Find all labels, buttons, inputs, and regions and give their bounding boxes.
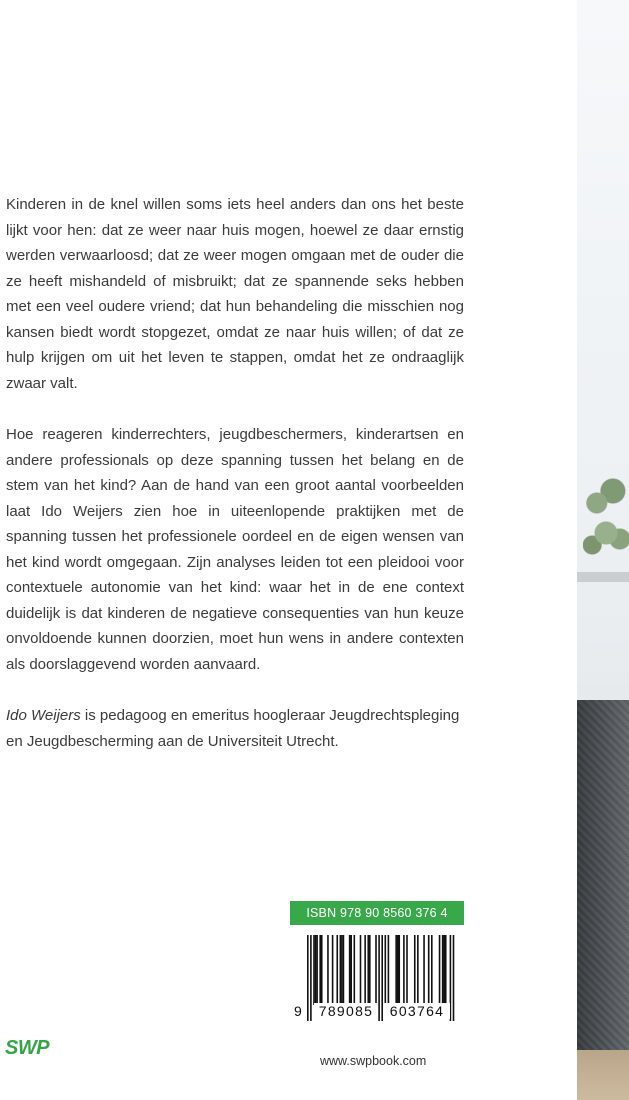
barcode-bar — [423, 935, 425, 1005]
author-bio-paragraph — [6, 703, 464, 754]
barcode-bar — [336, 935, 338, 1005]
barcode-bar — [403, 935, 405, 1005]
barcode-bar — [442, 935, 444, 1005]
barcode-bar — [354, 935, 356, 1005]
barcode-bar — [398, 935, 400, 1005]
barcode-bar — [375, 935, 377, 1005]
photo-plant — [583, 455, 629, 575]
barcode-bar — [369, 935, 371, 1005]
barcode-bar — [316, 935, 318, 1005]
barcode-bar — [313, 935, 315, 1005]
barcode-bar — [439, 935, 441, 1005]
photo-sofa-shade — [577, 700, 629, 1100]
blurb-text — [6, 192, 464, 754]
barcode-bar — [343, 935, 345, 1005]
barcode-bar — [417, 935, 419, 1005]
barcode-bar — [315, 935, 317, 1005]
barcode-bar — [360, 935, 362, 1005]
author-bio: is pedagoog en emeritus hoogleraar Jeugdrechtspleging en Jeugdbescherming aan de Universiteit Utrecht. — [6, 707, 460, 750]
barcode-bar — [395, 935, 397, 1005]
photo-floor — [577, 1050, 629, 1100]
barcode-bar — [414, 935, 416, 1005]
barcode-digits — [292, 1003, 462, 1023]
barcode-bar — [397, 935, 399, 1005]
photo-wall — [577, 0, 629, 380]
blurb-paragraph-2: Hoe reageren kinderrechters, jeugdbeschermers, kinderartsen en andere professionals op deze spanning tussen het belang en de stem van het kind? Aan de hand van een groot aantal voorbeelden laat Ido Weijers zien hoe in uiteenlopende praktijken met de spanning tussen het professionele oordeel en de eigen wensen van het kind wordt omgegaan. Zijn analyses leiden tot een pleidooi voor contextuele autonomie van het kind: waar het in de ene context duidelijk is dat kinderen de negatieve consequenties van hun keuze onvoldoende kunnen doorzien, moet hun wens in andere contexten als doorslaggevend worden aanvaard. — [6, 426, 464, 673]
publisher-logo: SWP — [5, 1037, 50, 1059]
barcode-bar — [350, 935, 352, 1005]
publisher-website: www.swpbook.com — [320, 1054, 427, 1068]
barcode-bar — [385, 935, 387, 1005]
barcode-bar — [367, 935, 369, 1005]
barcode-bar — [341, 935, 343, 1005]
barcode-bar — [443, 935, 445, 1005]
barcode-bar — [321, 935, 323, 1005]
barcode-first-digit: 9 — [294, 1003, 302, 1019]
barcode-bar — [340, 935, 342, 1005]
barcode-right-group: 603764 — [384, 1003, 450, 1019]
barcode-bar — [388, 935, 390, 1005]
barcode-bar — [332, 935, 334, 1005]
barcode-bar — [428, 935, 430, 1005]
barcode-bar — [349, 935, 351, 1005]
author-name: Ido Weijers — [6, 707, 81, 724]
cover-photo-strip — [577, 0, 629, 1100]
barcode-bar — [327, 935, 329, 1005]
barcode-bar — [319, 935, 321, 1005]
photo-shelf — [577, 572, 629, 582]
isbn-label: ISBN 978 90 8560 376 4 — [290, 901, 464, 925]
blurb-paragraph-1: Kinderen in de knel willen soms iets heel anders dan ons het beste lijkt voor hen: dat ze weer naar huis mogen, hoewel ze daar ernstig werden verwaarloosd; dat ze weer mogen omgaan met de ouder die ze heeft mishandeld of misbruikt; dat ze spannende seks hebben met een veel oudere vriend; dat hun behandeling die misschien nog kansen biedt wordt stopgezet, omdat ze naar huis willen; of dat ze hulp krijgen om uit het leven te stappen, omdat het ze ondraaglijk zwaar valt. — [6, 196, 464, 392]
barcode-bar — [431, 935, 433, 1005]
barcode-bar — [445, 935, 447, 1005]
barcode-left-group: 789085 — [314, 1003, 378, 1019]
barcode-bar — [364, 935, 366, 1005]
barcode-bar — [406, 935, 408, 1005]
